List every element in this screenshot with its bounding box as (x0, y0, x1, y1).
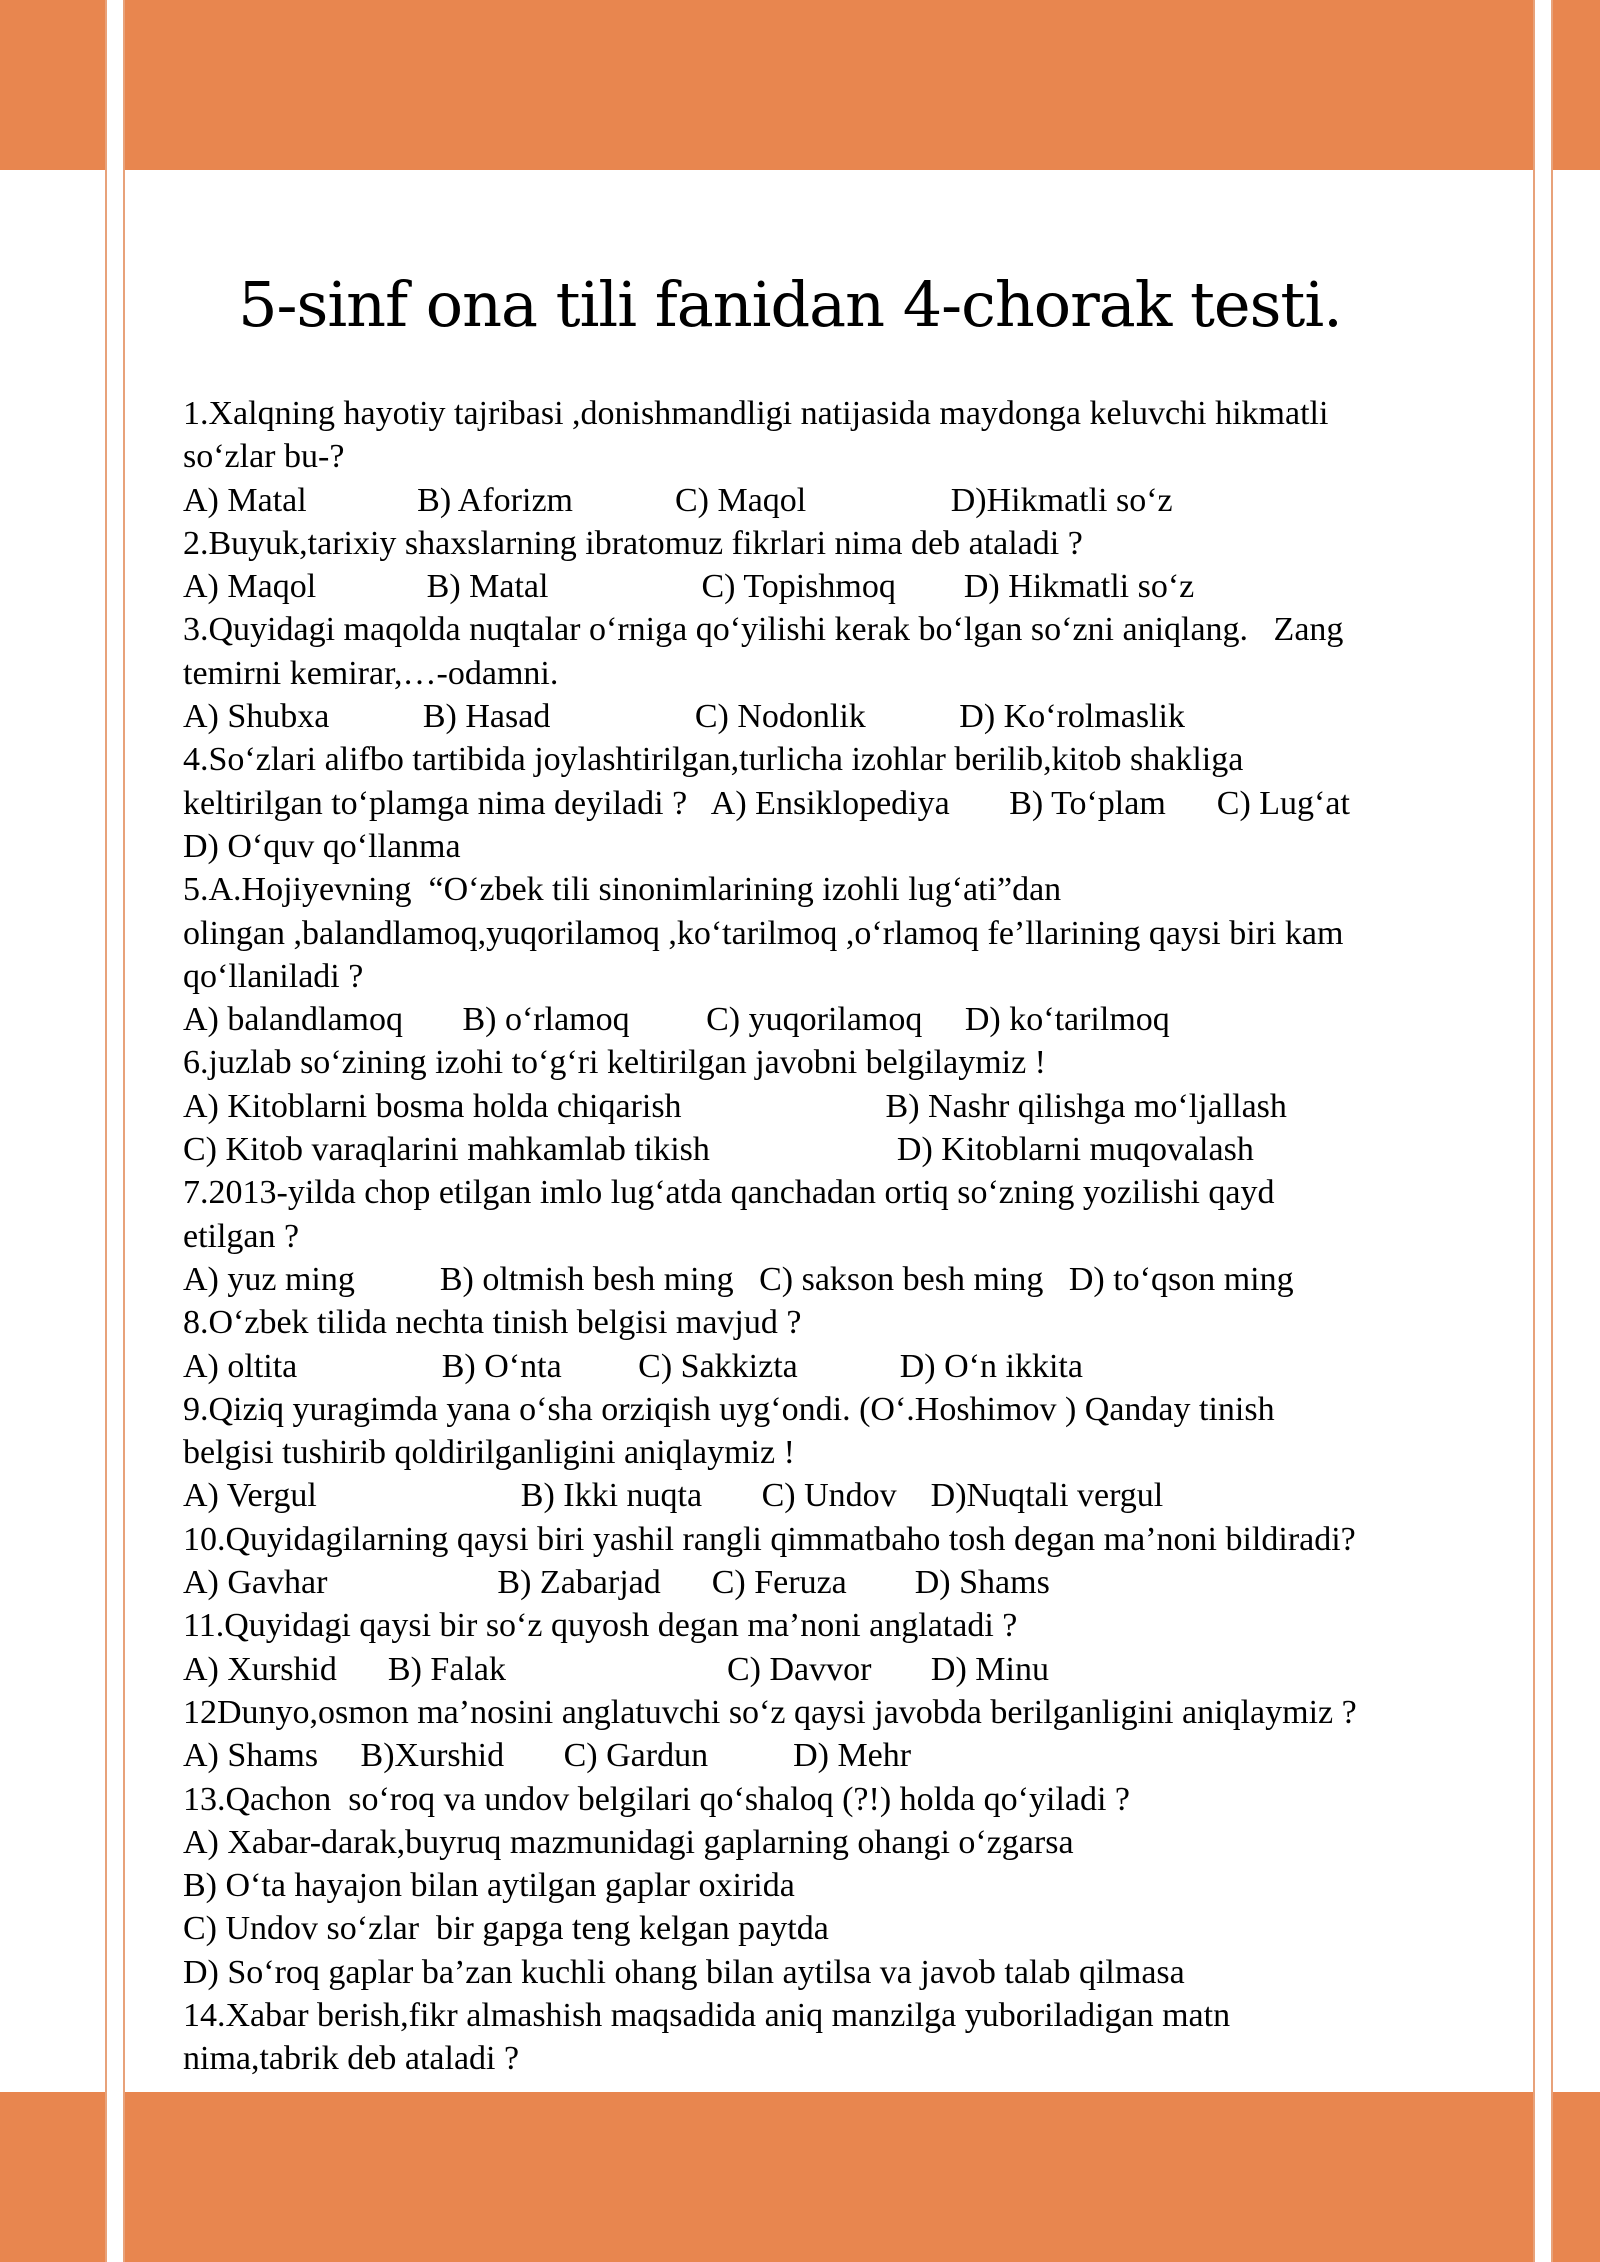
test-line: A) Kitoblarni bosma holda chiqarish B) Nashr qilishga mo‘ljallash (183, 1087, 1287, 1125)
test-line: 11.Quyidagi qaysi bir so‘z quyosh degan ma’noni anglatadi ? (183, 1607, 1018, 1645)
test-line: nima,tabrik deb ataladi ? (183, 2040, 520, 2078)
test-line: 7.2013-yilda chop etilgan imlo lug‘atda qanchadan ortiq so‘zning yozilishi qayd (183, 1174, 1275, 1212)
test-line: A) Shams B)Xurshid C) Gardun D) Mehr (183, 1737, 912, 1775)
test-line: D) So‘roq gaplar ba’zan kuchli ohang bilan aytilsa va javob talab qilmasa (183, 1953, 1185, 1991)
test-line: A) Maqol B) Matal C) Topishmoq D) Hikmatli so‘z (183, 568, 1195, 606)
test-line: olingan ,balandlamoq,yuqorilamoq ,ko‘tarilmoq ,o‘rlamoq fe’llarining qaysi biri kam (183, 914, 1344, 952)
test-line: qo‘llaniladi ? (183, 957, 364, 995)
test-line: belgisi tushirib qoldirilganligini aniqlaymiz ! (183, 1434, 795, 1472)
test-line: 12Dunyo,osmon ma’nosini anglatuvchi so‘z qaysi javobda berilganligini aniqlaymiz ? (183, 1693, 1357, 1731)
header-band-left (0, 0, 105, 170)
test-line: A) balandlamoq B) o‘rlamoq C) yuqorilamoq D) ko‘tarilmoq (183, 1001, 1170, 1039)
test-line: A) Gavhar B) Zabarjad C) Feruza D) Shams (183, 1564, 1050, 1602)
test-line: 10.Quyidagilarning qaysi biri yashil rangli qimmatbaho tosh degan ma’noni bildiradi? (183, 1520, 1356, 1558)
test-line: C) Kitob varaqlarini mahkamlab tikish D) Kitoblarni muqovalash (183, 1131, 1254, 1169)
test-line: 2.Buyuk,tarixiy shaxslarning ibratomuz fikrlari nima deb ataladi ? (183, 524, 1083, 562)
test-line: 9.Qiziq yuragimda yana o‘sha orziqish uyg‘ondi. (O‘.Hoshimov ) Qanday tinish (183, 1390, 1275, 1428)
test-line: A) Xurshid B) Falak C) Davvor D) Minu (183, 1650, 1049, 1688)
test-line: A) oltita B) O‘nta C) Sakkizta D) O‘n ikkita (183, 1347, 1083, 1385)
footer-band-center (125, 2092, 1533, 2262)
test-line: 13.Qachon so‘roq va undov belgilari qo‘shaloq (?!) holda qo‘yiladi ? (183, 1780, 1131, 1818)
test-line: keltirilgan to‘plamga nima deyiladi ? A) Ensiklopediya B) To‘plam C) Lug‘at (183, 784, 1350, 822)
test-line: 3.Quyidagi maqolda nuqtalar o‘rniga qo‘yilishi kerak bo‘lgan so‘zni aniqlang. Zang (183, 611, 1344, 649)
test-line: etilgan ? (183, 1217, 300, 1255)
test-line: A) Xabar-darak,buyruq mazmunidagi gaplarning ohangi o‘zgarsa (183, 1823, 1074, 1861)
test-line: 14.Xabar berish,fikr almashish maqsadida aniq manzilga yuboriladigan matn (183, 1996, 1231, 2034)
test-line: 5.A.Hojiyevning “O‘zbek tili sinonimlarining izohli lug‘ati”dan (183, 871, 1062, 909)
test-line: A) Vergul B) Ikki nuqta C) Undov D)Nuqtali vergul (183, 1477, 1164, 1515)
test-body (183, 392, 1483, 2081)
test-line: A) Matal B) Aforizm C) Maqol D)Hikmatli so‘z (183, 481, 1173, 519)
test-line: temirni kemirar,…-odamni. (183, 654, 559, 692)
test-line: A) Shubxa B) Hasad C) Nodonlik D) Ko‘rolmaslik (183, 698, 1185, 736)
header-band-right (1553, 0, 1600, 170)
header-band-center (125, 0, 1533, 170)
test-line: 1.Xalqning hayotiy tajribasi ,donishmandligi natijasida maydonga keluvchi hikmatli (183, 395, 1329, 432)
footer-band-left (0, 2092, 105, 2262)
test-line: B) O‘ta hayajon bilan aytilgan gaplar oxirida (183, 1867, 795, 1905)
test-line: so‘zlar bu-? (183, 438, 345, 476)
footer-band-right (1553, 2092, 1600, 2262)
test-line: 8.O‘zbek tilida nechta tinish belgisi mavjud ? (183, 1304, 802, 1342)
test-line: 6.juzlab so‘zining izohi to‘g‘ri keltirilgan javobni belgilaymiz ! (183, 1044, 1046, 1082)
page-title: 5-sinf ona tili fanidan 4-chorak testi. (238, 268, 1342, 341)
test-line: A) yuz ming B) oltmish besh ming C) sakson besh ming D) to‘qson ming (183, 1260, 1294, 1298)
test-line: D) O‘quv qo‘llanma (183, 827, 461, 865)
test-line: 4.So‘zlari alifbo tartibida joylashtirilgan,turlicha izohlar berilib,kitob shakliga (183, 741, 1244, 779)
test-line: C) Undov so‘zlar bir gapga teng kelgan paytda (183, 1910, 829, 1948)
